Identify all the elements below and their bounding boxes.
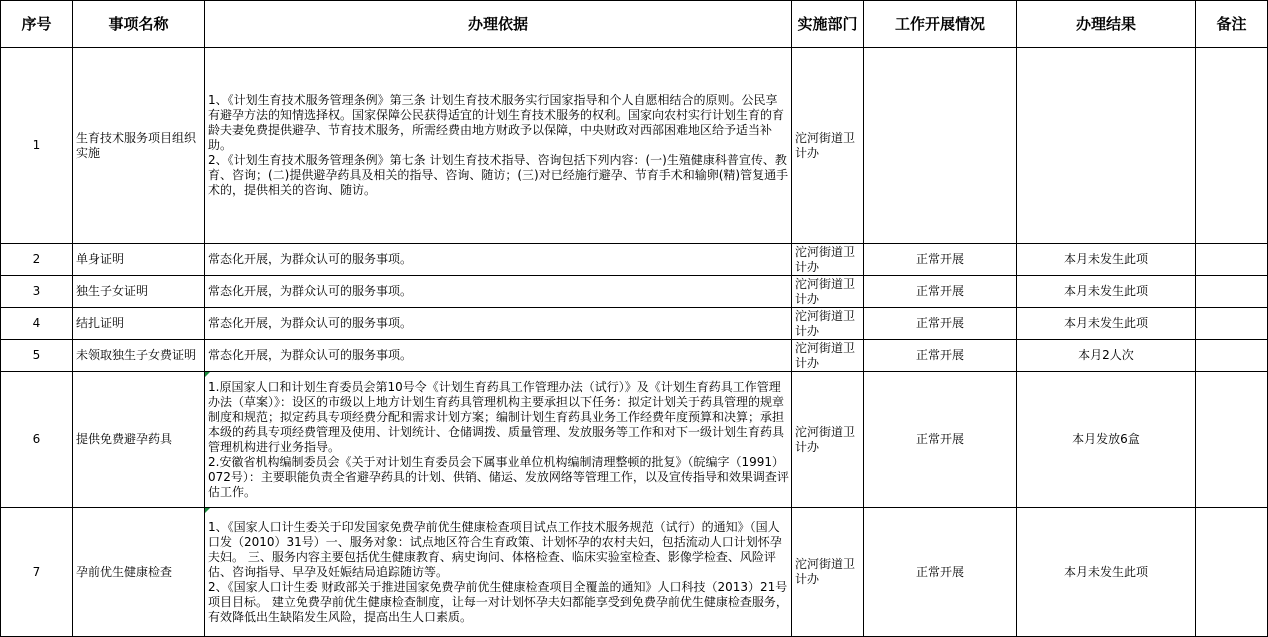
cell-progress [864,48,1017,244]
cell-progress: 正常开展 [864,372,1017,508]
cell-dept: 沱河街道卫计办 [792,508,864,637]
basis-paragraph: 2、《国家人口计生委 财政部关于推进国家免费孕前优生健康检查项目全覆盖的通知》人口科技（2013）21号 [208,579,788,594]
cell-note [1196,276,1268,308]
cell-name: 未领取独生子女费证明 [73,340,205,372]
table-row [1,340,1268,372]
cell-name: 提供免费避孕药具 [73,372,205,508]
header-seq: 序号 [1,1,73,48]
cell-note [1196,244,1268,276]
basis-paragraph: 1.原国家人口和计划生育委员会第10号令《计划生育药具工作管理办法（试行）》及《计划生育药具工作管理办法（草案）》：设区的市级以上地方计划生育药具管理机构主要承担以下任务：拟定计划关于药具管理的规章制度和规范；拟定药具专项经费分配和需求计划方案；编制计划生育药具业务工作经费年度预算和决算；承担本级的药具专项经费管理及使用、计划统计、仓储调拨、质量管理、发放服务等工作和对下一级计划生育药具管理机构进行业务指导。 [208,379,785,454]
cell-seq: 5 [1,340,73,372]
cell-seq: 2 [1,244,73,276]
table-row [1,244,1268,276]
cell-dept: 沱河街道卫计办 [792,276,864,308]
cell-progress: 正常开展 [864,340,1017,372]
cell-seq: 7 [1,508,73,637]
header-note: 备注 [1196,1,1268,48]
cell-note [1196,372,1268,508]
cell-name: 独生子女证明 [73,276,205,308]
cell-basis [205,276,792,308]
cell-result: 本月发放6盒 [1017,372,1196,508]
cell-seq: 4 [1,308,73,340]
cell-result [1017,48,1196,244]
header-dept: 实施部门 [792,1,864,48]
cell-dept: 沱河街道卫计办 [792,372,864,508]
table-row [1,276,1268,308]
table-row [1,372,1268,508]
cell-result: 本月2人次 [1017,340,1196,372]
basis-paragraph: 1、《国家人口计生委关于印发国家免费孕前优生健康检查项目试点工作技术服务规范（试行）的通知》（国人口发（2010）31号）一、服务对象：试点地区符合生育政策、计划怀孕的农村夫妇，包括流动人口计划怀孕夫妇。 三、服务内容主要包括优生健康教育、病史询问、体格检查、临床实验室检查、影像学检查、风险评估、咨询指导、早孕及妊娠结局追踪随访等。 [208,519,782,579]
basis-paragraph: 2、《计划生育技术服务管理条例》第七条 计划生育技术指导、咨询包括下列内容：(一)生殖健康科普宣传、教育、咨询；(二)提供避孕药具及相关的指导、咨询、随访；(三)对已经施行避孕、节育手术和输卵(精)管复通手术的，提供相关的咨询、随访。 [208,153,789,197]
header-basis: 办理依据 [205,1,792,48]
cell-dept: 沱河街道卫计办 [792,340,864,372]
cell-note [1196,508,1268,637]
cell-result: 本月未发生此项 [1017,276,1196,308]
cell-progress: 正常开展 [864,308,1017,340]
cell-progress: 正常开展 [864,244,1017,276]
basis-paragraph: 常态化开展，为群众认可的服务事项。 [208,316,413,330]
cell-basis [205,308,792,340]
basis-paragraph: 项目目标。 建立免费孕前优生健康检查制度，让每一对计划怀孕夫妇都能享受到免费孕前优生健康检查服务，有效降低出生缺陷发生风险，提高出生人口素质。 [208,594,788,624]
cell-progress: 正常开展 [864,276,1017,308]
cell-name: 结扎证明 [73,308,205,340]
cell-dept: 沱河街道卫计办 [792,308,864,340]
cell-basis [205,48,792,244]
cell-seq: 3 [1,276,73,308]
cell-basis [205,508,792,637]
cell-progress: 正常开展 [864,508,1017,637]
cell-basis [205,244,792,276]
header-result: 办理结果 [1017,1,1196,48]
cell-basis [205,372,792,508]
cell-note [1196,340,1268,372]
cell-dept: 沱河街道卫计办 [792,48,864,244]
cell-name: 单身证明 [73,244,205,276]
table-row [1,308,1268,340]
cell-result: 本月未发生此项 [1017,308,1196,340]
cell-seq: 6 [1,372,73,508]
basis-paragraph: 常态化开展，为群众认可的服务事项。 [208,348,413,362]
cell-name: 孕前优生健康检查 [73,508,205,637]
header-name: 事项名称 [73,1,205,48]
header-progress: 工作开展情况 [864,1,1017,48]
basis-paragraph: 1、《计划生育技术服务管理条例》第三条 计划生育技术服务实行国家指导和个人自愿相结合的原则。公民享有避孕方法的知情选择权。国家保障公民获得适宜的计划生育技术服务的权利。国家向农村实行计划生育的育龄夫妻免费提供避孕、节育技术服务，所需经费由地方财政予以保障，中央财政对西部困难地区给予适当补助。 [208,93,785,152]
header-row [1,1,1268,48]
cell-result: 本月未发生此项 [1017,244,1196,276]
table-row [1,48,1268,244]
table-row [1,508,1268,637]
cell-dept: 沱河街道卫计办 [792,244,864,276]
basis-paragraph: 常态化开展，为群众认可的服务事项。 [208,284,413,298]
cell-seq: 1 [1,48,73,244]
cell-name: 生育技术服务项目组织实施 [73,48,205,244]
cell-result: 本月未发生此项 [1017,508,1196,637]
basis-paragraph: 2.安徽省机构编制委员会《关于对计划生育委员会下属事业单位机构编制清理整顿的批复》（皖编字（1991）072号）：主要职能负责全省避孕药具的计划、供销、储运、发放网络等管理工作，以及宣传指导和效果调查评估工作。 [208,454,789,499]
basis-paragraph: 常态化开展，为群众认可的服务事项。 [208,252,413,266]
cell-note [1196,308,1268,340]
cell-note [1196,48,1268,244]
cell-basis [205,340,792,372]
